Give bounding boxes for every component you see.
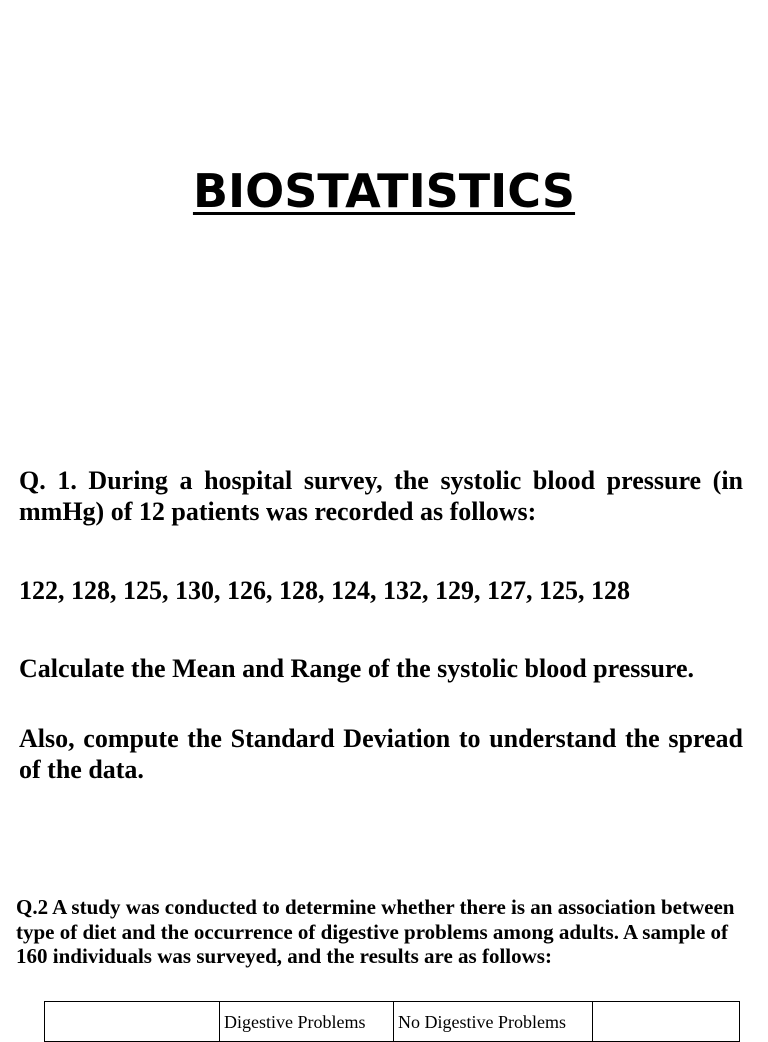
- question-1-mean-range-task: Calculate the Mean and Range of the systolic blood pressure.: [19, 654, 695, 683]
- header-cell-no-digestive-problems: No Digestive Problems: [394, 1002, 593, 1042]
- table-header-row: [45, 1002, 740, 1042]
- question-1-sd-task: Also, compute the Standard Deviation to understand the spread of the data.: [19, 724, 743, 784]
- question-1-data: 122, 128, 125, 130, 126, 128, 124, 132, 129, 127, 125, 128: [19, 576, 630, 605]
- header-cell-blank: [45, 1002, 220, 1042]
- header-cell-digestive-problems: Digestive Problems: [220, 1002, 394, 1042]
- question-1-text: Q. 1. During a hospital survey, the systolic blood pressure (in mmHg) of 12 patients was recorded as follows:: [19, 466, 743, 526]
- page-title: [0, 163, 768, 219]
- question-2-text: Q.2 A study was conducted to determine whether there is an association between type of diet and the occurrence of digestive problems among adults. A sample of 160 individuals was surveyed, and the results are as follows:: [16, 895, 735, 968]
- title-text: BIOSTATISTICS: [192, 164, 576, 218]
- diet-digestive-table: [44, 1001, 740, 1042]
- header-cell-total: [593, 1002, 740, 1042]
